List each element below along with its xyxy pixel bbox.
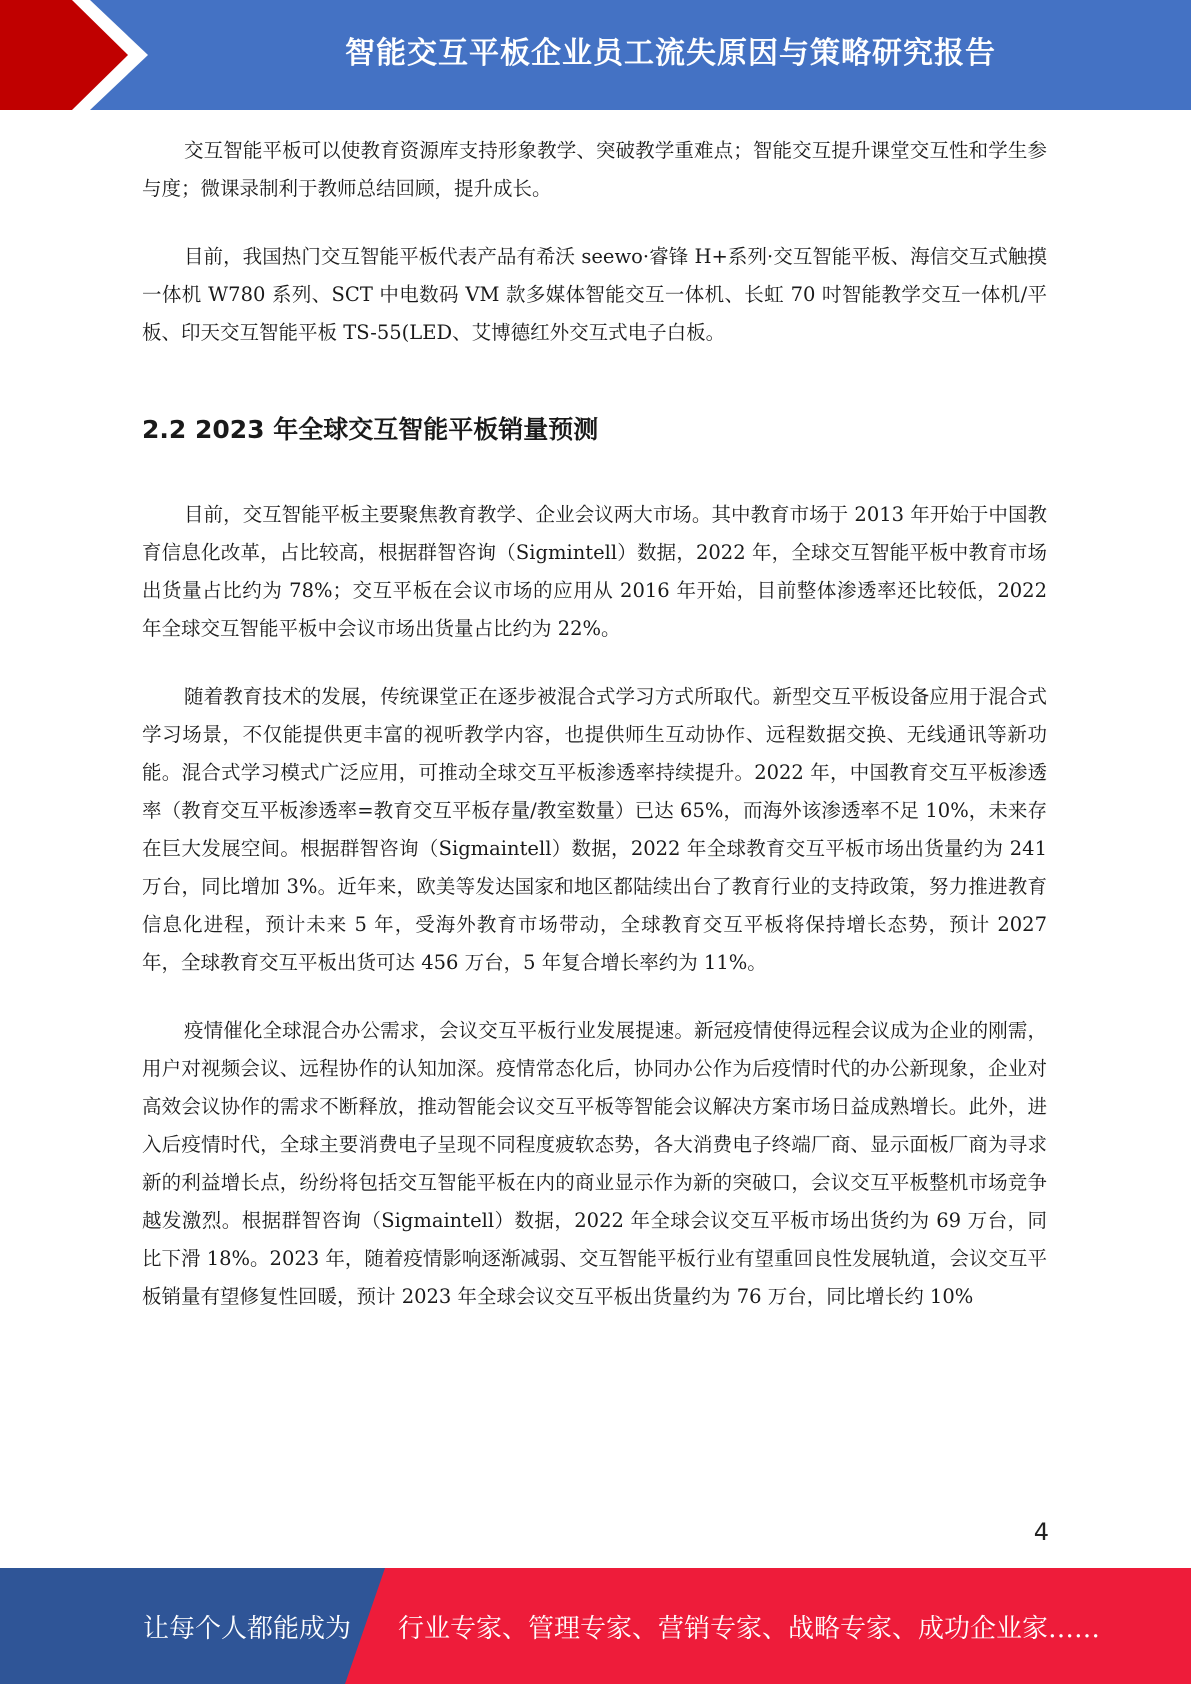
- page-number: 4: [1033, 1518, 1049, 1546]
- footer-slogan-left: 让每个人都能成为: [143, 1613, 352, 1644]
- section-heading: 2.2 2023 年全球交互智能平板销量预测: [142, 415, 599, 444]
- paragraph-section-1: 目前，交互智能平板主要聚焦教育教学、企业会议两大市场。其中教育市场于 2013 年开始于中国教育信息化改革，占比较高，根据群智咨询（Sigmintell）数据，2022 年，全球交互智能平板中教育市场出货量占比约为 78%；交互平板在会议市场的应用从 2016 年开始，目前整体渗透率还比较低，2022 年全球交互智能平板中会议市场出货量占比约为 22%。: [142, 503, 1047, 640]
- footer-slogan-right: 行业专家、管理专家、营销专家、战略专家、成功企业家……: [398, 1613, 1101, 1644]
- paragraph-intro-1: 交互智能平板可以使教育资源库支持形象教学、突破教学重难点；智能交互提升课堂交互性和学生参与度；微课录制利于教师总结回顾，提升成长。: [142, 139, 1047, 200]
- page-header: [0, 0, 1191, 110]
- page-footer: [0, 1568, 1191, 1684]
- paragraph-intro-2: 目前，我国热门交互智能平板代表产品有希沃 seewo·睿锋 H+系列·交互智能平板、海信交互式触摸一体机 W780 系列、SCT 中电数码 VM 款多媒体智能交互一体机、长虹 70 吋智能教学交互一体机/平板、印天交互智能平板 TS-55(LED、艾博德红外交互式电子白板。: [142, 245, 1047, 344]
- paragraph-section-2: 随着教育技术的发展，传统课堂正在逐步被混合式学习方式所取代。新型交互平板设备应用于混合式学习场景，不仅能提供更丰富的视听教学内容，也提供师生互动协作、远程数据交换、无线通讯等新功能。混合式学习模式广泛应用，可推动全球交互平板渗透率持续提升。2022 年，中国教育交互平板渗透率（教育交互平板渗透率=教育交互平板存量/教室数量）已达 65%，而海外该渗透率不足 10%，未来存在巨大发展空间。根据群智咨询（Sigmaintell）数据，2022 年全球教育交互平板市场出货量约为 241 万台，同比增加 3%。近年来，欧美等发达国家和地区都陆续出台了教育行业的支持政策，努力推进教育信息化进程，预计未来 5 年，受海外教育市场带动，全球教育交互平板将保持增长态势，预计 2027 年，全球教育交互平板出货可达 456 万台，5 年复合增长率约为 11%。: [142, 685, 1047, 974]
- report-title: 智能交互平板企业员工流失原因与策略研究报告: [345, 36, 996, 71]
- page-content: [142, 132, 1047, 1346]
- paragraph-section-3: 疫情催化全球混合办公需求，会议交互平板行业发展提速。新冠疫情使得远程会议成为企业的刚需，用户对视频会议、远程协作的认知加深。疫情常态化后，协同办公作为后疫情时代的办公新现象，企业对高效会议协作的需求不断释放，推动智能会议交互平板等智能会议解决方案市场日益成熟增长。此外，进入后疫情时代，全球主要消费电子呈现不同程度疲软态势，各大消费电子终端厂商、显示面板厂商为寻求新的利益增长点，纷纷将包括交互智能平板在内的商业显示作为新的突破口，会议交互平板整机市场竞争越发激烈。根据群智咨询（Sigmaintell）数据，2022 年全球会议交互平板市场出货约为 69 万台，同比下滑 18%。2023 年，随着疫情影响逐渐减弱、交互智能平板行业有望重回良性发展轨道，会议交互平板销量有望修复性回暖，预计 2023 年全球会议交互平板出货量约为 76 万台，同比增长约 10%: [142, 1019, 1047, 1308]
